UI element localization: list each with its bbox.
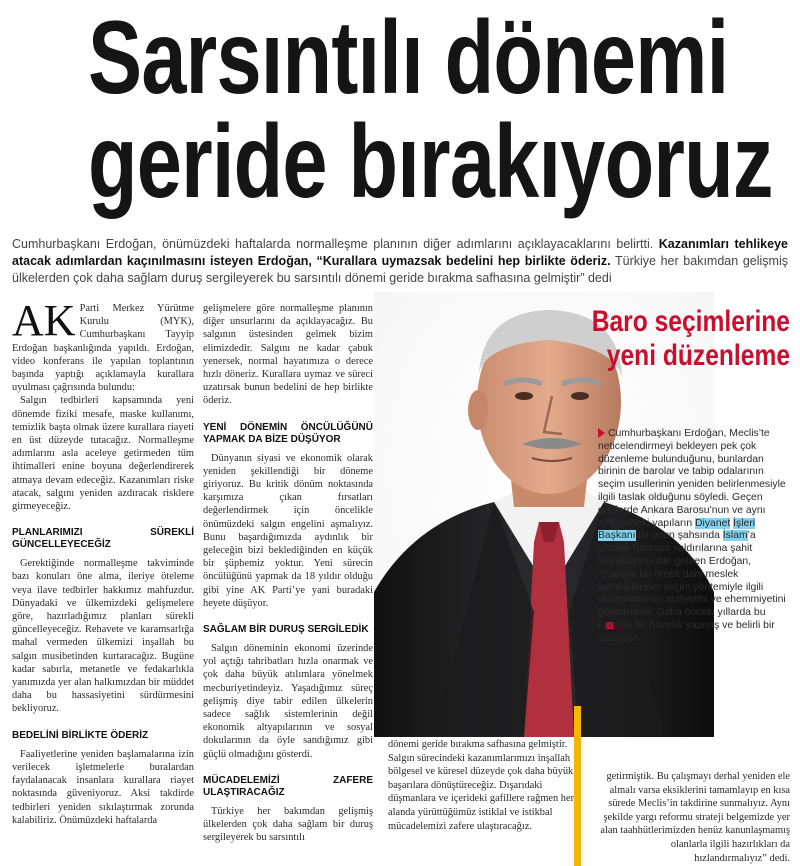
subheading: YENİ DÖNEMİN ÖNCÜLÜĞÜNÜ YAPMAK DA BİZE DÜŞÜYOR: [203, 421, 373, 445]
subheading: SAĞLAM BİR DURUŞ SERGİLEDİK: [203, 624, 369, 636]
drop-cap: AK: [12, 302, 76, 345]
lead-text-1: Cumhurbaşkanı Erdoğan, önümüzdeki haftalarda normalleşme planının diğer adımlarını açıklayacaklarını belirtti.: [12, 237, 654, 251]
paragraph: Salgın döneminin ekonomi üzerinde yol açtığı tahribatları hızla onarmak ve çok daha büyük atılımlara yönelmek mecburiyetindeyiz. Yaşadığımız süreç gelişmiş diye tabir edilen ülkelerin sadece sağlık sistemlerinin değil ekonomik altyapılarının ve sosyal dokularının da öyle sandığımız gibi güçlü olmadığını gösterdi.: [203, 643, 373, 760]
paragraph: Gerektiğinde normalleşme takviminde bazı konuları öne alma, ileriye öteleme veya ilave tedbirler hakkımız mahfuzdur. Dünyadaki ve ülkemizdeki gelişmelere göre, hazırladığımız planları sürekli güncelleyeceğiz. Rehavete ve karamsarlığa mahal vermeden ülkemizi inşallah bu salgın musibetinden kurtaracağız. Bugüne kadar sabırla, metanetle ve fedakarlıkla yanımızda yer alan halkımızdan bir müddet daha bu hassasiyetini sürdürmesini bekliyoruz.: [12, 558, 194, 715]
highlighted-word: Başkanı: [598, 530, 636, 542]
triangle-bullet-icon: [598, 428, 605, 438]
article-column-2: [203, 302, 373, 862]
lead-bold-text: Kazanımları tehlikeye atacak adımlardan kaçınılmasını isteyen Erdoğan, “Kurallara uymazsak bedelini hep birlikte öderiz.: [12, 237, 788, 268]
lead-paragraph: [12, 236, 788, 287]
subheading: PLANLARIMIZI SÜREKLİ GÜNCELLEYECEĞİZ: [12, 527, 194, 551]
highlighted-word: Diyanet: [695, 517, 731, 529]
article-column-continued: dönemi geride bırakma safhasına gelmiştir. Salgın sürecindeki kazanımlarımızı inşallah bölgesel ve küresel düzeyde çok daha büyük başarılara dönüştüreceğiz. Dışarıdaki düşmanlara ve içerideki gafillere rağmen her alanda yürüttüğümüz istiklal ve istikbal mücadelemizi zafere ulaştıracağız.: [388, 739, 575, 832]
paragraph: Parti Merkez Yürütme Kurulu (MYK), Cumhurbaşkanı Tayyip Erdoğan başkanlığında yapıldı. Erdoğan, video konferans ile yapılan toplantının başında yaptığı açıklamayla kurallara uyulması çağrısında bulundu:: [12, 303, 194, 394]
sidebar-text-2: ile onun şahsında: [638, 530, 720, 542]
paragraph: gelişmelere göre normalleşme planının diğer unsurlarını da açıklayacağız. Bu salgının üstesinden gelmek bizim elimizdedir. Salgını ne kadar çabuk yenersek, normal hayatımıza o derece hızlı döneriz. Kurallara uymaz ve süreci uzatırsak bunun bedelini de hep birlikte öderiz.: [203, 303, 373, 407]
sidebar-story: [598, 428, 790, 808]
subheading: MÜCADELEMİZİ ZAFERE ULAŞTIRACAĞIZ: [203, 774, 373, 798]
sidebar-title-line-2: yeni düzenleme: [606, 339, 790, 372]
sidebar-text-3: ’a yönelik fütursuz saldırılarına şahit olunduğunu dile getiren Erdoğan, “Sadece bu örnek dahi meslek kuruluşlarının seçim yöntemiyle ilgili düzenlemenin aciliyetini ve ehemmiyetini göstermiştir. Daha önceki yıllarda bu konuda bir hazırlık yapmış ve belirli bir seviyeye: [598, 530, 786, 644]
headline-line-1: Sarsıntılı dönemi: [88, 0, 729, 116]
lead-text-2: Türkiye her bakımdan gelişmiş ülkelerden çok daha sağlam duruş sergileyerek bu sarsıntılı dönemi geride bırakma safhasına gelmiştir” dedi: [12, 254, 788, 285]
sidebar-title-line-1: Baro seçimlerine: [591, 305, 790, 338]
paragraph: Faaliyetlerine yeniden başlamalarına izin verilecek işletmelerle buralardan faydalanacak insanlara kurallara riayet noktasında güveniyoruz. Aksi takdirde tedbirleri yeniden sıkılaştırmak zorunda kalabiliriz. Önümüzdeki haftalarda: [12, 748, 194, 826]
paragraph: Türkiye her bakımdan gelişmiş ülkelerden çok daha sağlam bir duruş sergileyerek bu sarsıntılı: [203, 805, 373, 844]
paragraph: Dünyanın siyasi ve ekonomik olarak yeniden şekillendiği bir döneme giriyoruz. Bu kritik dönüm noktasında karşımıza çıkan fırsatları değerlendirmek için öncelikle önümüzdeki salgın engelini aşmalıyız. Bunu başardığımızda aydınlık bir geleceğin bizi beklediğinden en küçük bir şüphemiz yoktur. Yeni sürecin öncülüğünü yapmak da 18 yıldır olduğu gibi yine AK Parti’ye yani buradaki heyete düşüyor.: [203, 452, 373, 609]
article-column-1: [12, 302, 194, 862]
highlighted-word: İslam: [722, 530, 748, 542]
sidebar-title: [585, 305, 790, 373]
sidebar-story-tail: getirmiştik. Bu çalışmayı derhal yeniden ele almalı varsa eksiklerini tamamlayıp en kısa sürede Meclis’in takdirine sunmalıyız. Aynı şekilde yargı reformu strateji belgemizde yer alan taahhütlerimizden henüz kanunlaşmamış olanlarla ilgili hazırlıkları da hızlandırmalıyız” dedi.: [600, 771, 790, 864]
highlighted-word: İşleri: [733, 517, 756, 529]
headline-line-2: geride bırakıyoruz: [88, 104, 773, 220]
subheading: BEDELİNİ BİRLİKTE ÖDERİZ: [12, 729, 149, 741]
paragraph: Salgın tedbirleri kapsamında yeni dönemde fiziki mesafe, maske kullanımı, temizlik başta olmak üzere kurallara riayeti en üst düzeyde tutacağız. Normalleşme adımlarını asla aceleye getirmeden tüm ihtimalleri enine boyuna değerlendirerek atmaya devam edeceğiz. Kazanımları riske atacak, salgını yeniden azdıracak risklere girmeyeceğiz.: [12, 395, 194, 513]
sidebar-text-1: Cumhurbaşkanı Erdoğan, Meclis’te neticelendirmeyi bekleyen pek çok düzenleme bulunduğunu, bunlardan birinin de barolar ve tabip odalarının seçim usullerinin yeniden belirlenmesiyle ilgili taslak olduğunu söyledi. Geçen günlerde Ankara Barosu’nun ve aynı zihniyetteki yapıların: [598, 428, 786, 529]
